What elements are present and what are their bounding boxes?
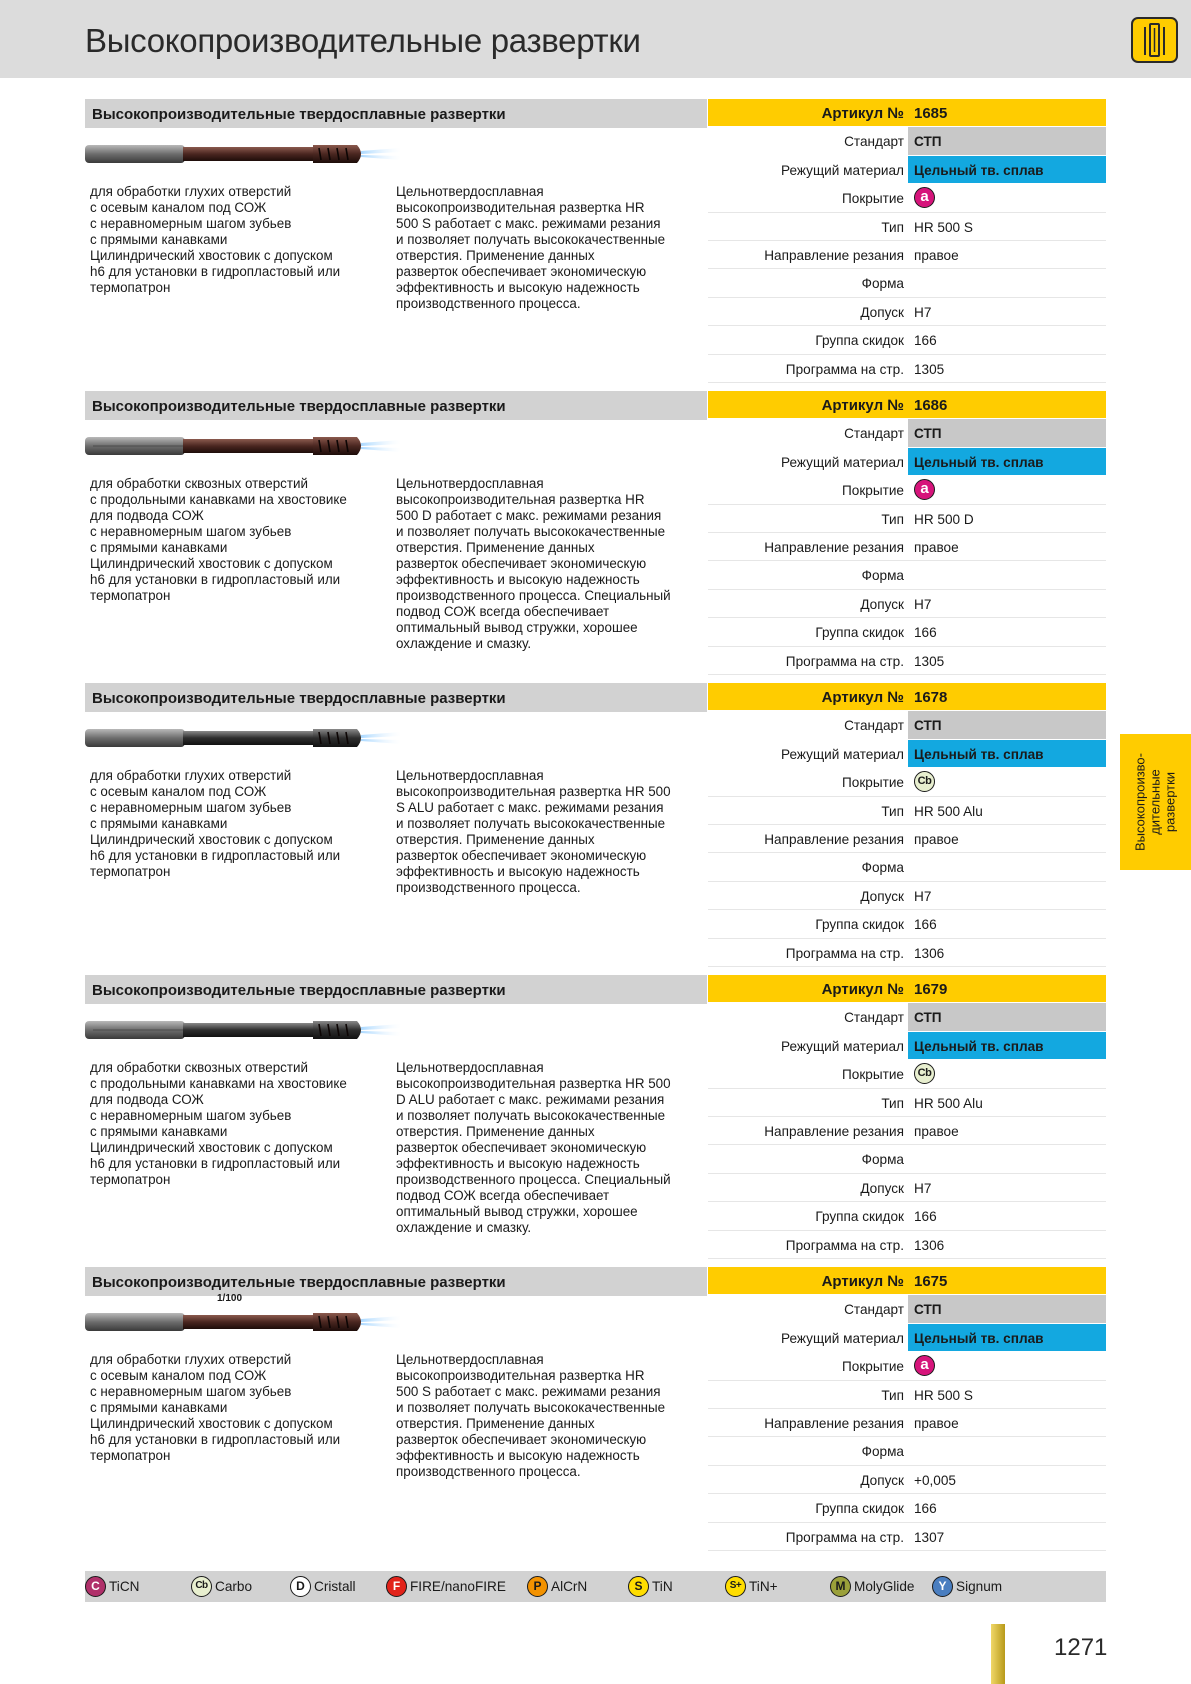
spec-value-tolerance: +0,005 <box>914 1472 956 1488</box>
product-name: Высокопроизводительные твердосплавные развертки <box>92 690 506 707</box>
spec-value-type: HR 500 Alu <box>914 803 983 819</box>
spec-label-coating: Покрытие <box>842 775 904 791</box>
product-name: Высокопроизводительные твердосплавные развертки <box>92 106 506 123</box>
product-header <box>85 391 707 420</box>
spec-value-material: Цельный тв. сплав <box>914 746 1044 762</box>
product-1685 <box>85 99 1106 383</box>
spec-value-tolerance: H7 <box>914 596 932 612</box>
spec-row-coating <box>708 184 1106 212</box>
spec-value-standard: СТП <box>914 1010 942 1026</box>
legend-label: Signum <box>956 1579 1003 1594</box>
spec-value-box <box>908 853 1106 881</box>
spec-value-program: 1305 <box>914 361 945 377</box>
spec-row-material <box>708 156 1106 184</box>
legend-label: Cristall <box>314 1579 356 1594</box>
spec-row-standard <box>708 419 1106 447</box>
spec-value-box <box>908 156 1106 184</box>
coating-badge-icon: S+ <box>725 1576 746 1597</box>
coating-badge-icon: Y <box>932 1576 953 1597</box>
spec-row-shape <box>708 853 1106 881</box>
product-features: для обработки сквозных отверстий с продольными канавками на хвостовике для подвода СОЖ с неравномерным шагом зубьев с прямыми канавками Цилиндрический хвостовик с допуском h6 для установки в гидропластовый или термопатрон <box>90 476 347 603</box>
spec-row-tolerance <box>708 590 1106 618</box>
spec-value-box <box>908 975 1106 1003</box>
spec-label-standard: Стандарт <box>844 134 904 150</box>
spec-label-material: Режущий материал <box>781 1330 904 1346</box>
spec-label-direction: Направление резания <box>764 1123 904 1139</box>
product-header <box>85 99 707 128</box>
spec-row-material <box>708 1032 1106 1060</box>
page-number: 1271 <box>1054 1634 1108 1661</box>
spec-row-article <box>708 391 1106 419</box>
spec-label-program: Программа на стр. <box>785 653 904 669</box>
spec-label-coating: Покрытие <box>842 1359 904 1375</box>
spec-label-shape: Форма <box>861 276 904 292</box>
product-1679 <box>85 975 1106 1259</box>
coating-badge-icon: P <box>527 1576 548 1597</box>
spec-value-box <box>908 1381 1106 1409</box>
spec-label-material: Режущий материал <box>781 162 904 178</box>
spec-value-box <box>908 355 1106 383</box>
legend-label: MolyGlide <box>854 1579 915 1594</box>
spec-value-box <box>908 1267 1106 1295</box>
product-1678 <box>85 683 1106 967</box>
spec-label-program: Программа на стр. <box>785 361 904 377</box>
product-features: для обработки глухих отверстий с осевым каналом под СОЖ с неравномерным шагом зубьев с прямыми канавками Цилиндрический хвостовик с допуском h6 для установки в гидропластовый или термопатрон <box>90 184 341 295</box>
product-description: Цельнотвердосплавная высокопроизводительная развертка HR 500 S работает с макс. режимами резания и позволяет получать высококачественные отверстия. Применение данных разверток обеспечивает экономическую эффективность и высокую надежность производственного процесса. <box>396 184 666 311</box>
spec-value-material: Цельный тв. сплав <box>914 1038 1044 1054</box>
spec-value-box <box>908 326 1106 354</box>
reamer-tool-image <box>85 135 425 184</box>
spec-label-discount: Группа скидок <box>815 1209 904 1225</box>
spec-label-coating: Покрытие <box>842 191 904 207</box>
spec-label-discount: Группа скидок <box>815 333 904 349</box>
coating-badge-icon: C <box>85 1576 106 1597</box>
spec-value-box <box>908 213 1106 241</box>
spec-table <box>708 1267 1106 1551</box>
spec-label-discount: Группа скидок <box>815 917 904 933</box>
spec-row-discount <box>708 1202 1106 1230</box>
spec-value-article: 1686 <box>914 397 948 414</box>
legend-label: TiN+ <box>749 1579 778 1594</box>
spec-row-program <box>708 939 1106 967</box>
spec-row-discount <box>708 618 1106 646</box>
spec-row-discount <box>708 1494 1106 1522</box>
spec-row-coating <box>708 768 1106 796</box>
coating-value <box>914 1067 935 1084</box>
spec-value-program: 1306 <box>914 1237 945 1253</box>
spec-value-box <box>908 1352 1106 1380</box>
spec-value-box <box>908 391 1106 419</box>
spec-value-type: HR 500 S <box>914 1387 973 1403</box>
spec-value-box <box>908 1032 1106 1060</box>
spec-label-discount: Группа скидок <box>815 1501 904 1517</box>
spec-label-tolerance: Допуск <box>860 888 904 904</box>
legend-label: AlCrN <box>551 1579 588 1594</box>
spec-value-box <box>908 1003 1106 1031</box>
spec-value-box <box>908 882 1106 910</box>
spec-value-box <box>908 1295 1106 1323</box>
spec-value-box <box>908 711 1106 739</box>
spec-row-standard <box>708 1295 1106 1323</box>
spec-value-box <box>908 1145 1106 1173</box>
spec-label-article: Артикул № <box>821 105 904 122</box>
reamer-tool-image <box>85 1293 425 1352</box>
spec-value-discount: 166 <box>914 1209 937 1225</box>
spec-row-shape <box>708 561 1106 589</box>
spec-label-tolerance: Допуск <box>860 1472 904 1488</box>
coating-value <box>914 775 935 792</box>
spec-value-box <box>908 298 1106 326</box>
spec-row-program <box>708 355 1106 383</box>
spec-row-standard <box>708 711 1106 739</box>
spec-row-material <box>708 448 1106 476</box>
spec-row-direction <box>708 241 1106 269</box>
spec-row-type <box>708 797 1106 825</box>
spec-label-material: Режущий материал <box>781 454 904 470</box>
spec-value-discount: 166 <box>914 625 937 641</box>
coating-badge-icon: Cb <box>914 771 935 792</box>
page-header <box>0 0 1191 78</box>
spec-label-shape: Форма <box>861 568 904 584</box>
spec-value-box <box>908 768 1106 796</box>
product-header <box>85 683 707 712</box>
spec-value-program: 1306 <box>914 945 945 961</box>
spec-label-article: Артикул № <box>821 397 904 414</box>
coating-legend <box>85 1571 1106 1602</box>
product-1675 <box>85 1267 1106 1551</box>
spec-value-program: 1307 <box>914 1529 945 1545</box>
spec-label-tolerance: Допуск <box>860 304 904 320</box>
reamer-tool-image <box>85 1011 425 1060</box>
spec-value-discount: 166 <box>914 1501 937 1517</box>
spec-value-tolerance: H7 <box>914 1180 932 1196</box>
spec-label-direction: Направление резания <box>764 539 904 555</box>
spec-label-article: Артикул № <box>821 689 904 706</box>
spec-row-article <box>708 1267 1106 1295</box>
spec-value-box <box>908 505 1106 533</box>
page-marker <box>991 1624 1005 1684</box>
spec-value-box <box>908 647 1106 675</box>
spec-row-tolerance <box>708 1174 1106 1202</box>
coating-value <box>914 480 935 500</box>
coating-badge-icon: M <box>830 1576 851 1597</box>
spec-label-coating: Покрытие <box>842 483 904 499</box>
spec-value-tolerance: H7 <box>914 304 932 320</box>
spec-value-standard: СТП <box>914 1302 942 1318</box>
spec-label-type: Тип <box>881 1387 904 1403</box>
spec-label-standard: Стандарт <box>844 718 904 734</box>
spec-value-box <box>908 1409 1106 1437</box>
coating-badge-icon: a <box>914 479 935 500</box>
spec-row-coating <box>708 1060 1106 1088</box>
spec-value-direction: правое <box>914 1415 959 1431</box>
spec-row-direction <box>708 1409 1106 1437</box>
product-features: для обработки сквозных отверстий с продольными канавками на хвостовике для подвода СОЖ с неравномерным шагом зубьев с прямыми канавками Цилиндрический хвостовик с допуском h6 для установки в гидропластовый или термопатрон <box>90 1060 347 1187</box>
spec-label-direction: Направление резания <box>764 1415 904 1431</box>
spec-value-box <box>908 419 1106 447</box>
spec-label-type: Тип <box>881 803 904 819</box>
product-description: Цельнотвердосплавная высокопроизводительная развертка HR 500 S ALU работает с макс. режимами резания и позволяет получать высококачественные отверстия. Применение данных разверток обеспечивает экономическую эффективность и высокую надежность производственного процесса. <box>396 768 671 895</box>
spec-row-tolerance <box>708 882 1106 910</box>
spec-value-box <box>908 1089 1106 1117</box>
coating-badge-icon: F <box>386 1576 407 1597</box>
spec-value-discount: 166 <box>914 333 937 349</box>
product-description: Цельнотвердосплавная высокопроизводительная развертка HR 500 S работает с макс. режимами резания и позволяет получать высококачественные отверстия. Применение данных разверток обеспечивает экономическую эффективность и высокую надежность производственного процесса. <box>396 1352 666 1479</box>
spec-value-material: Цельный тв. сплав <box>914 454 1044 470</box>
spec-row-coating <box>708 476 1106 504</box>
spec-row-article <box>708 99 1106 127</box>
spec-label-material: Режущий материал <box>781 1038 904 1054</box>
spec-row-direction <box>708 1117 1106 1145</box>
spec-label-program: Программа на стр. <box>785 1529 904 1545</box>
spec-value-box <box>908 184 1106 212</box>
spec-value-direction: правое <box>914 247 959 263</box>
spec-value-direction: правое <box>914 1123 959 1139</box>
spec-value-box <box>908 127 1106 155</box>
spec-value-material: Цельный тв. сплав <box>914 1330 1044 1346</box>
spec-value-box <box>908 476 1106 504</box>
spec-label-coating: Покрытие <box>842 1067 904 1083</box>
spec-value-program: 1305 <box>914 653 945 669</box>
product-name: Высокопроизводительные твердосплавные развертки <box>92 398 506 415</box>
side-tab-label: Высокопроизво- дительные развертки <box>1132 753 1178 851</box>
product-name: Высокопроизводительные твердосплавные развертки <box>92 1274 506 1291</box>
spec-table <box>708 683 1106 967</box>
legend-label: TiN <box>652 1579 673 1594</box>
spec-label-shape: Форма <box>861 1444 904 1460</box>
spec-row-standard <box>708 1003 1106 1031</box>
spec-value-box <box>908 740 1106 768</box>
spec-label-standard: Стандарт <box>844 1302 904 1318</box>
reamer-logo-icon <box>1131 17 1178 63</box>
spec-row-type <box>708 1381 1106 1409</box>
spec-label-standard: Стандарт <box>844 1010 904 1026</box>
coating-value <box>914 188 935 208</box>
legend-label: FIRE/nanoFIRE <box>410 1579 506 1594</box>
product-name: Высокопроизводительные твердосплавные развертки <box>92 982 506 999</box>
spec-value-box <box>908 683 1106 711</box>
spec-value-box <box>908 533 1106 561</box>
spec-label-shape: Форма <box>861 1152 904 1168</box>
spec-row-discount <box>708 326 1106 354</box>
spec-label-article: Артикул № <box>821 981 904 998</box>
spec-label-tolerance: Допуск <box>860 596 904 612</box>
spec-row-shape <box>708 1145 1106 1173</box>
spec-value-direction: правое <box>914 539 959 555</box>
side-tab[interactable] <box>1120 734 1191 870</box>
spec-label-type: Тип <box>881 219 904 235</box>
product-features: для обработки глухих отверстий с осевым каналом под СОЖ с неравномерным шагом зубьев с прямыми канавками Цилиндрический хвостовик с допуском h6 для установки в гидропластовый или термопатрон <box>90 1352 341 1463</box>
spec-label-material: Режущий материал <box>781 746 904 762</box>
spec-value-article: 1678 <box>914 689 948 706</box>
spec-row-program <box>708 1231 1106 1259</box>
spec-label-discount: Группа скидок <box>815 625 904 641</box>
coating-badge-icon: Cb <box>914 1063 935 1084</box>
spec-row-direction <box>708 825 1106 853</box>
spec-value-article: 1675 <box>914 1273 948 1290</box>
spec-value-box <box>908 1174 1106 1202</box>
spec-row-article <box>708 683 1106 711</box>
product-1686 <box>85 391 1106 675</box>
coating-badge-icon: S <box>628 1576 649 1597</box>
coating-badge-icon: D <box>290 1576 311 1597</box>
spec-value-box <box>908 241 1106 269</box>
spec-value-box <box>908 1494 1106 1522</box>
spec-row-type <box>708 213 1106 241</box>
spec-label-tolerance: Допуск <box>860 1180 904 1196</box>
page-title: Высокопроизводительные развертки <box>85 22 641 59</box>
spec-value-standard: СТП <box>914 426 942 442</box>
spec-row-tolerance <box>708 1466 1106 1494</box>
spec-value-type: HR 500 D <box>914 511 974 527</box>
spec-value-box <box>908 269 1106 297</box>
product-description: Цельнотвердосплавная высокопроизводительная развертка HR 500 D ALU работает с макс. режимами резания и позволяет получать высококачественные отверстия. Применение данных разверток обеспечивает экономическую эффективность и высокую надежность производственного процесса. Специальный подвод СОЖ всегда обеспечивает оптимальный вывод стружки, хорошее охлаждение и смазку. <box>396 1060 671 1235</box>
product-features: для обработки глухих отверстий с осевым каналом под СОЖ с неравномерным шагом зубьев с прямыми канавками Цилиндрический хвостовик с допуском h6 для установки в гидропластовый или термопатрон <box>90 768 341 879</box>
spec-value-box <box>908 448 1106 476</box>
coating-badge-icon: a <box>914 1355 935 1376</box>
spec-value-box <box>908 1117 1106 1145</box>
spec-row-direction <box>708 533 1106 561</box>
spec-value-type: HR 500 Alu <box>914 1095 983 1111</box>
spec-row-discount <box>708 910 1106 938</box>
spec-label-program: Программа на стр. <box>785 945 904 961</box>
coating-value <box>914 1356 935 1376</box>
spec-label-type: Тип <box>881 511 904 527</box>
spec-row-article <box>708 975 1106 1003</box>
spec-value-article: 1685 <box>914 105 948 122</box>
spec-value-box <box>908 1231 1106 1259</box>
spec-value-discount: 166 <box>914 917 937 933</box>
spec-row-coating <box>708 1352 1106 1380</box>
spec-value-box <box>908 1324 1106 1352</box>
spec-label-standard: Стандарт <box>844 426 904 442</box>
spec-row-standard <box>708 127 1106 155</box>
spec-value-tolerance: H7 <box>914 888 932 904</box>
spec-row-program <box>708 647 1106 675</box>
spec-value-box <box>908 939 1106 967</box>
spec-value-box <box>908 590 1106 618</box>
reamer-tool-image <box>85 719 425 768</box>
spec-value-box <box>908 561 1106 589</box>
spec-row-material <box>708 740 1106 768</box>
spec-value-type: HR 500 S <box>914 219 973 235</box>
spec-value-standard: СТП <box>914 134 942 150</box>
spec-row-tolerance <box>708 298 1106 326</box>
spec-label-shape: Форма <box>861 860 904 876</box>
coating-badge-icon: a <box>914 187 935 208</box>
spec-value-box <box>908 1202 1106 1230</box>
spec-label-direction: Направление резания <box>764 247 904 263</box>
spec-row-shape <box>708 1437 1106 1465</box>
spec-row-material <box>708 1324 1106 1352</box>
reamer-tool-image <box>85 427 425 476</box>
legend-label: TiCN <box>109 1579 140 1594</box>
spec-value-box <box>908 1437 1106 1465</box>
spec-value-box <box>908 910 1106 938</box>
spec-label-program: Программа на стр. <box>785 1237 904 1253</box>
spec-value-standard: СТП <box>914 718 942 734</box>
legend-label: Carbo <box>215 1579 253 1594</box>
spec-row-program <box>708 1523 1106 1551</box>
spec-row-shape <box>708 269 1106 297</box>
product-description: Цельнотвердосплавная высокопроизводительная развертка HR 500 D работает с макс. режимами резания и позволяет получать высококачественные отверстия. Применение данных разверток обеспечивает экономическую эффективность и высокую надежность производственного процесса. Специальный подвод СОЖ всегда обеспечивает оптимальный вывод стружки, хорошее охлаждение и смазку. <box>396 476 671 651</box>
spec-value-box <box>908 825 1106 853</box>
spec-value-material: Цельный тв. сплав <box>914 162 1044 178</box>
spec-value-box <box>908 618 1106 646</box>
spec-value-box <box>908 1466 1106 1494</box>
coating-badge-icon: Cb <box>191 1576 212 1597</box>
spec-row-type <box>708 1089 1106 1117</box>
spec-value-direction: правое <box>914 831 959 847</box>
spec-value-box <box>908 797 1106 825</box>
tool-note: 1/100 <box>217 1293 243 1304</box>
product-header <box>85 975 707 1004</box>
spec-table <box>708 99 1106 383</box>
spec-table <box>708 975 1106 1259</box>
product-header <box>85 1267 707 1296</box>
spec-label-article: Артикул № <box>821 1273 904 1290</box>
spec-label-type: Тип <box>881 1095 904 1111</box>
spec-value-box <box>908 99 1106 127</box>
spec-table <box>708 391 1106 675</box>
spec-label-direction: Направление резания <box>764 831 904 847</box>
spec-value-article: 1679 <box>914 981 948 998</box>
spec-value-box <box>908 1523 1106 1551</box>
spec-row-type <box>708 505 1106 533</box>
spec-value-box <box>908 1060 1106 1088</box>
